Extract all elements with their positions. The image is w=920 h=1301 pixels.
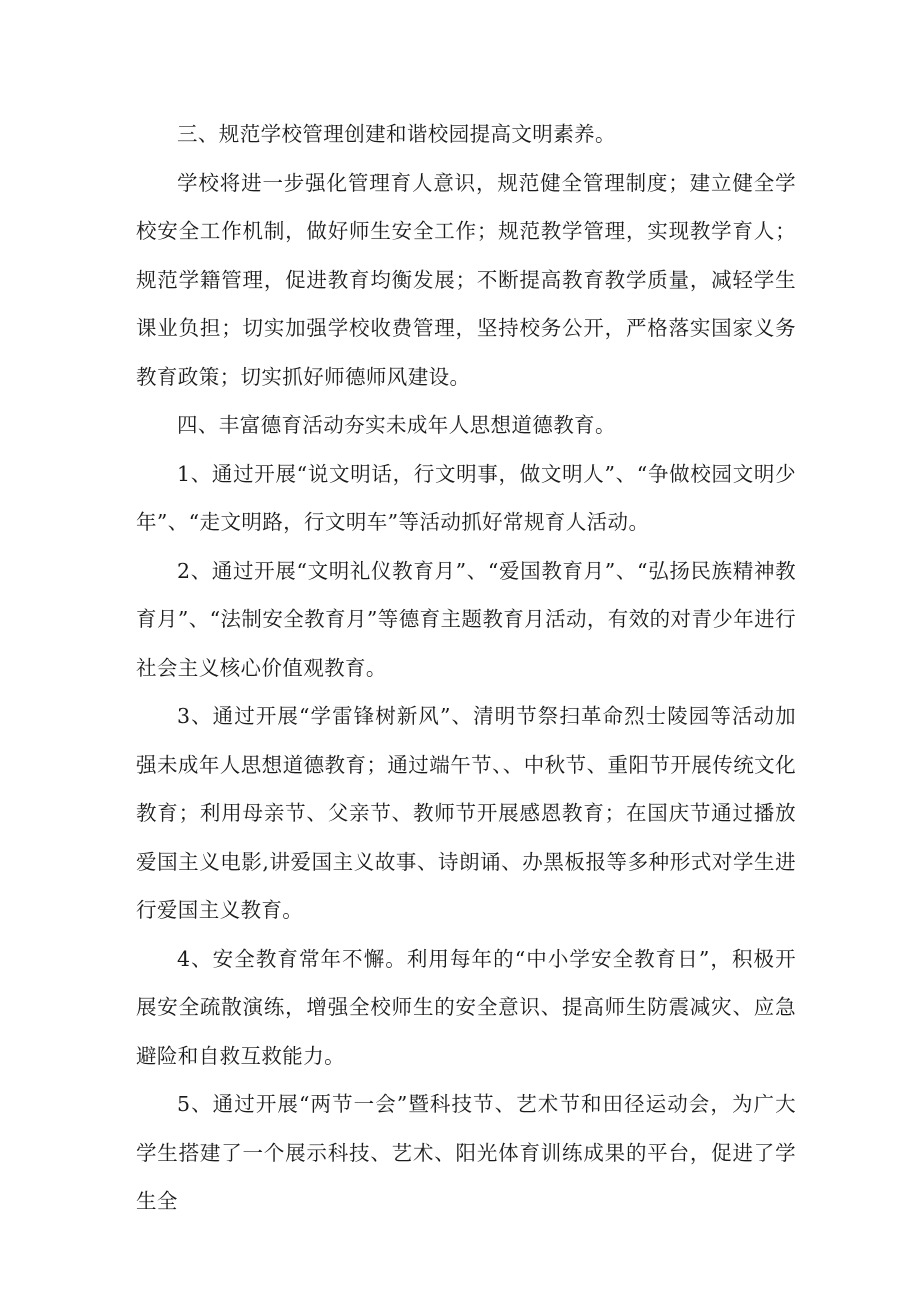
- paragraph-item-1: 1、通过开展“说文明话，行文明事，做文明人”、“争做校园文明少年”、“走文明路，行文明车”等活动抓好常规育人活动。: [136, 461, 796, 534]
- section-heading-3: 三、规范学校管理创建和谐校园提高文明素养。: [177, 122, 616, 146]
- paragraph-item-2: 2、通过开展“文明礼仪教育月”、“爱国教育月”、“弘扬民族精神教育月”、“法制安全教育月”等德育主题教育月活动，有效的对青少年进行社会主义核心价值观教育。: [136, 558, 796, 680]
- paragraph-item-4: 4、安全教育常年不懈。利用每年的“中小学安全教育日”，积极开展安全疏散演练，增强全校师生的安全意识、提高师生防震减灾、应急避险和自救互救能力。: [136, 946, 796, 1068]
- section-heading-4: 四、丰富德育活动夯实未成年人思想道德教育。: [177, 413, 616, 437]
- document-body: [136, 110, 796, 1226]
- paragraph-item-3: 3、通过开展“学雷锋树新风”、清明节祭扫革命烈士陵园等活动加强未成年人思想道德教育；通过端午节、、中秋节、重阳节开展传统文化教育；利用母亲节、父亲节、教师节开展感恩教育；在国庆节通过播放爱国主义电影,讲爱国主义故事、诗朗诵、办黑板报等多种形式对学生进行爱国主义教育。: [136, 704, 796, 922]
- paragraph-item-5: 5、通过开展“两节一会”暨科技节、艺术节和田径运动会，为广大学生搭建了一个展示科技、艺术、阳光体育训练成果的平台，促进了学生全: [136, 1092, 796, 1213]
- paragraph-school-management: 学校将进一步强化管理育人意识，规范健全管理制度；建立健全学校安全工作机制，做好师生安全工作；规范教学管理，实现教学育人；规范学籍管理，促进教育均衡发展；不断提高教育教学质量，减轻学生课业负担；切实加强学校收费管理，坚持校务公开，严格落实国家义务教育政策；切实抓好师德师风建设。: [136, 170, 796, 389]
